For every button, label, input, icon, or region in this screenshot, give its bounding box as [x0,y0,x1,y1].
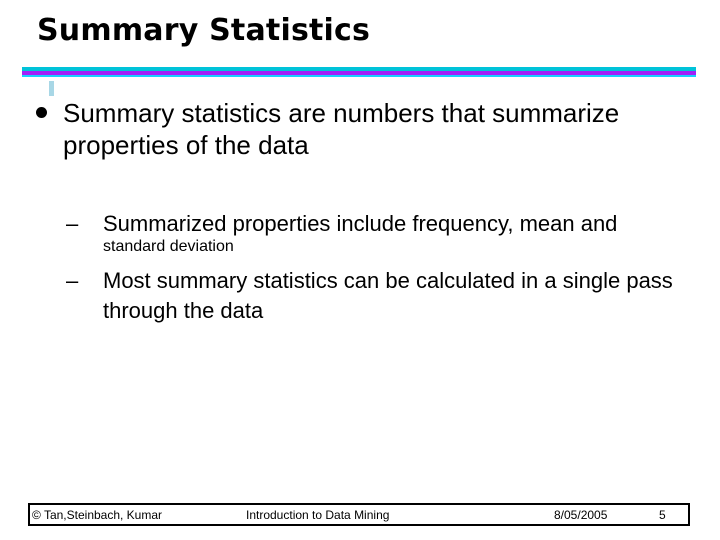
footer-copyright: © Tan,Steinbach, Kumar [32,508,163,522]
footer-course: Introduction to Data Mining [246,508,390,522]
bullet-dot-icon [36,107,47,118]
slide-title: Summary Statistics [37,13,371,48]
footer-page-number: 5 [659,508,666,522]
footer-date: 8/05/2005 [554,508,608,522]
sub-bullet-1-text: Summarized properties include frequency, mean and [103,211,618,236]
main-bullet-text: Summary statistics are numbers that summarize properties of the data [63,98,620,160]
sub-bullet-1-continuation: standard deviation [103,238,234,255]
dash-icon: – [66,268,79,293]
sub-bullet-2-text: Most summary statistics can be calculated in a single pass through the data [103,268,673,323]
title-rule-light-blue [22,75,696,77]
footer [28,503,690,526]
sub-bullet-2 [66,266,686,326]
rule-accent-stub [49,81,54,96]
dash-icon: – [66,211,79,236]
sub-bullet-1 [66,209,686,257]
main-bullet [36,97,676,161]
